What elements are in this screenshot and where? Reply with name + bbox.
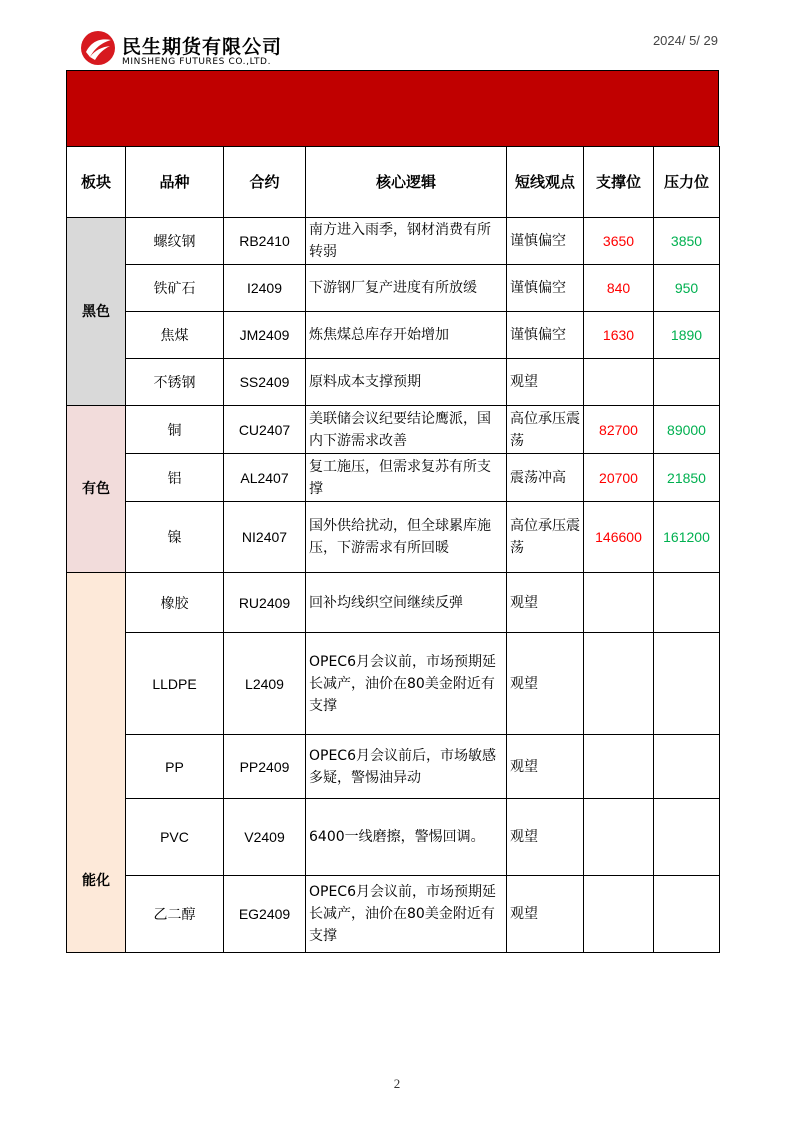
contract-cell: L2409 [224, 633, 306, 735]
logic-cell: OPEC6月会议前，市场预期延长减产，油价在80美金附近有支撑 [306, 876, 507, 953]
support-cell [584, 573, 654, 633]
logic-cell: 美联储会议纪要结论鹰派，国内下游需求改善 [306, 406, 507, 454]
table-header-row [67, 147, 720, 218]
support-cell [584, 799, 654, 876]
table-row [67, 502, 720, 573]
table-row [67, 312, 720, 359]
support-cell: 840 [584, 265, 654, 312]
support-cell [584, 876, 654, 953]
contract-cell: RB2410 [224, 218, 306, 265]
view-cell: 观望 [507, 633, 584, 735]
header-support: 支撑位 [584, 147, 654, 218]
product-cell: PVC [126, 799, 224, 876]
logic-cell: 回补均线织空间继续反弹 [306, 573, 507, 633]
header-short-view: 短线观点 [507, 147, 584, 218]
view-cell: 观望 [507, 799, 584, 876]
support-cell: 1630 [584, 312, 654, 359]
table-row [67, 406, 720, 454]
logic-cell: 6400一线磨擦，警惕回调。 [306, 799, 507, 876]
table-row [67, 735, 720, 799]
resistance-cell: 89000 [654, 406, 720, 454]
product-cell: 乙二醇 [126, 876, 224, 953]
resistance-cell: 21850 [654, 454, 720, 502]
table-row [67, 876, 720, 953]
header-contract: 合约 [224, 147, 306, 218]
logic-cell: 国外供给扰动，但全球累库施压，下游需求有所回暖 [306, 502, 507, 573]
resistance-cell [654, 799, 720, 876]
contract-cell: NI2407 [224, 502, 306, 573]
contract-cell: AL2407 [224, 454, 306, 502]
view-cell: 高位承压震荡 [507, 502, 584, 573]
company-name-cn: 民生期货有限公司 [122, 36, 283, 58]
support-cell [584, 359, 654, 406]
logic-cell: 复工施压，但需求复苏有所支撑 [306, 454, 507, 502]
view-cell: 震荡冲高 [507, 454, 584, 502]
company-logo [80, 30, 320, 72]
page-number: 2 [393, 1076, 401, 1091]
view-cell: 谨慎偏空 [507, 312, 584, 359]
view-cell: 观望 [507, 573, 584, 633]
table-row [67, 633, 720, 735]
resistance-cell: 1890 [654, 312, 720, 359]
sector-black: 黑色 [67, 218, 126, 406]
logic-cell: OPEC6月会议前后，市场敏感多疑，警惕油异动 [306, 735, 507, 799]
view-cell: 观望 [507, 359, 584, 406]
header-core-logic: 核心逻辑 [306, 147, 507, 218]
view-cell: 谨慎偏空 [507, 218, 584, 265]
logic-cell: 下游钢厂复产进度有所放缓 [306, 265, 507, 312]
header-product: 品种 [126, 147, 224, 218]
table-row [67, 218, 720, 265]
product-cell: 镍 [126, 502, 224, 573]
support-cell: 3650 [584, 218, 654, 265]
sector-nonferrous: 有色 [67, 406, 126, 573]
resistance-cell [654, 876, 720, 953]
resistance-cell: 950 [654, 265, 720, 312]
contract-cell: CU2407 [224, 406, 306, 454]
support-cell [584, 735, 654, 799]
header-resistance: 压力位 [654, 147, 720, 218]
resistance-cell: 161200 [654, 502, 720, 573]
product-cell: 铁矿石 [126, 265, 224, 312]
contract-cell: SS2409 [224, 359, 306, 406]
strategy-table [66, 146, 720, 953]
report-date: 2024/ 5/ 29 [652, 33, 718, 48]
product-cell: PP [126, 735, 224, 799]
logic-cell: 炼焦煤总库存开始增加 [306, 312, 507, 359]
support-cell [584, 633, 654, 735]
table-row [67, 573, 720, 633]
contract-cell: JM2409 [224, 312, 306, 359]
view-cell: 谨慎偏空 [507, 265, 584, 312]
resistance-cell [654, 573, 720, 633]
contract-cell: I2409 [224, 265, 306, 312]
contract-cell: EG2409 [224, 876, 306, 953]
product-cell: 螺纹钢 [126, 218, 224, 265]
logic-cell: 南方进入雨季，钢材消费有所转弱 [306, 218, 507, 265]
support-cell: 146600 [584, 502, 654, 573]
contract-cell: V2409 [224, 799, 306, 876]
contract-cell: RU2409 [224, 573, 306, 633]
table-row [67, 359, 720, 406]
table-row [67, 265, 720, 312]
resistance-cell [654, 735, 720, 799]
resistance-cell: 3850 [654, 218, 720, 265]
resistance-cell [654, 359, 720, 406]
product-cell: 焦煤 [126, 312, 224, 359]
sector-energy: 能化 [67, 573, 126, 953]
table-row [67, 799, 720, 876]
product-cell: 铜 [126, 406, 224, 454]
logic-cell: OPEC6月会议前，市场预期延长减产，油价在80美金附近有支撑 [306, 633, 507, 735]
logic-cell: 原料成本支撑预期 [306, 359, 507, 406]
product-cell: LLDPE [126, 633, 224, 735]
view-cell: 观望 [507, 876, 584, 953]
resistance-cell [654, 633, 720, 735]
view-cell: 观望 [507, 735, 584, 799]
product-cell: 橡胶 [126, 573, 224, 633]
view-cell: 高位承压震荡 [507, 406, 584, 454]
header-sector: 板块 [67, 147, 126, 218]
product-cell: 铝 [126, 454, 224, 502]
support-cell: 82700 [584, 406, 654, 454]
product-cell: 不锈钢 [126, 359, 224, 406]
minsheng-logo-icon [80, 30, 116, 66]
company-name-en: MINSHENG FUTURES CO.,LTD. [122, 57, 272, 67]
support-cell: 20700 [584, 454, 654, 502]
table-row [67, 454, 720, 502]
title-banner [66, 70, 719, 147]
contract-cell: PP2409 [224, 735, 306, 799]
